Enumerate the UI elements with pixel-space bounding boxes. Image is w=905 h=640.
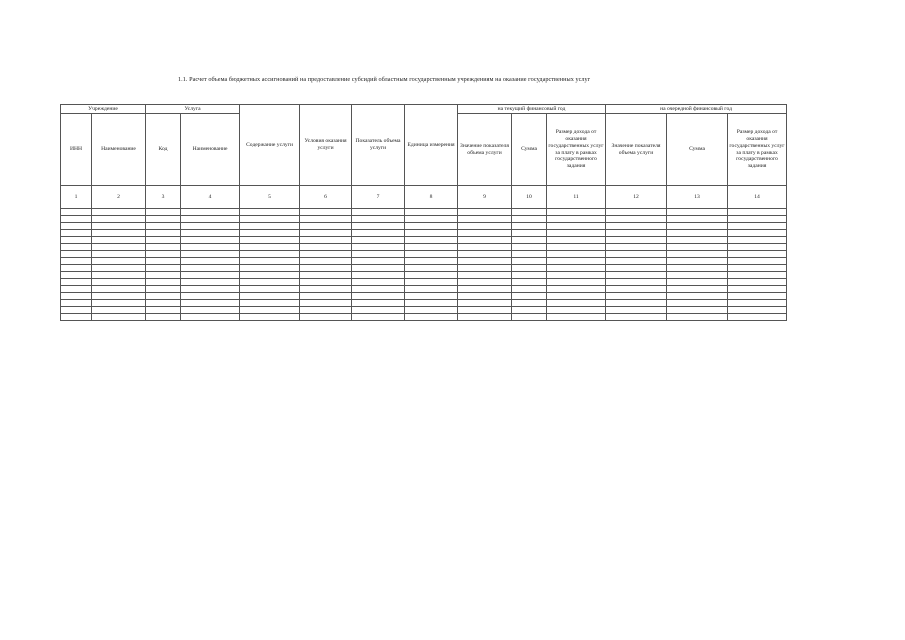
table-cell	[547, 209, 606, 216]
table-cell	[512, 258, 547, 265]
table-cell	[92, 244, 146, 251]
table-cell	[300, 272, 352, 279]
header-cur-value: Значение показателя объема услуги	[458, 114, 512, 186]
table-cell	[606, 230, 667, 237]
table-cell	[606, 244, 667, 251]
table-cell	[181, 265, 240, 272]
header-indicator: Показатель объема услуги	[352, 105, 405, 186]
table-cell	[352, 279, 405, 286]
table-cell	[146, 300, 181, 307]
table-row	[61, 314, 787, 321]
table-cell	[92, 286, 146, 293]
table-cell	[61, 265, 92, 272]
table-cell	[458, 272, 512, 279]
table-cell	[300, 209, 352, 216]
table-cell	[728, 251, 787, 258]
table-cell	[240, 307, 300, 314]
table-cell	[146, 251, 181, 258]
table-cell	[405, 293, 458, 300]
table-cell	[352, 216, 405, 223]
table-cell	[240, 258, 300, 265]
header-current-year: на текущий финансовый год	[458, 105, 606, 114]
table-cell	[606, 314, 667, 321]
header-institution-name: Наименование	[92, 114, 146, 186]
table-cell	[547, 286, 606, 293]
table-cell	[728, 286, 787, 293]
table-cell	[240, 272, 300, 279]
table-cell	[458, 307, 512, 314]
table-cell	[181, 237, 240, 244]
table-cell	[240, 314, 300, 321]
column-number: 11	[547, 186, 606, 209]
table-cell	[92, 251, 146, 258]
table-cell	[458, 230, 512, 237]
table-cell	[728, 272, 787, 279]
table-cell	[512, 307, 547, 314]
table-cell	[547, 272, 606, 279]
table-cell	[61, 223, 92, 230]
table-cell	[181, 251, 240, 258]
column-number: 13	[667, 186, 728, 209]
table-cell	[547, 230, 606, 237]
table-cell	[458, 293, 512, 300]
table-cell	[240, 279, 300, 286]
header-next-year: на очередной финансовый год	[606, 105, 787, 114]
table-cell	[728, 216, 787, 223]
table-cell	[61, 272, 92, 279]
table-cell	[606, 251, 667, 258]
column-number: 12	[606, 186, 667, 209]
table-cell	[512, 230, 547, 237]
table-cell	[405, 223, 458, 230]
table-cell	[512, 279, 547, 286]
header-conditions: Условия оказания услуги	[300, 105, 352, 186]
table-cell	[667, 216, 728, 223]
column-number: 3	[146, 186, 181, 209]
table-cell	[667, 265, 728, 272]
table-cell	[667, 314, 728, 321]
table-cell	[146, 237, 181, 244]
table-cell	[352, 272, 405, 279]
table-cell	[61, 230, 92, 237]
table-row	[61, 300, 787, 307]
table-cell	[606, 209, 667, 216]
column-number: 9	[458, 186, 512, 209]
table-cell	[458, 265, 512, 272]
table-cell	[146, 307, 181, 314]
table-cell	[458, 314, 512, 321]
table-cell	[181, 223, 240, 230]
table-cell	[547, 258, 606, 265]
table-cell	[181, 300, 240, 307]
table-cell	[728, 279, 787, 286]
table-cell	[405, 279, 458, 286]
table-cell	[181, 216, 240, 223]
table-cell	[300, 258, 352, 265]
table-cell	[458, 237, 512, 244]
table-cell	[547, 251, 606, 258]
table-cell	[547, 237, 606, 244]
table-cell	[606, 272, 667, 279]
header-service: Услуга	[146, 105, 240, 114]
table-cell	[352, 237, 405, 244]
table-cell	[405, 251, 458, 258]
table-cell	[240, 244, 300, 251]
table-cell	[512, 272, 547, 279]
header-code: Код	[146, 114, 181, 186]
table-cell	[92, 314, 146, 321]
table-cell	[352, 230, 405, 237]
table-cell	[61, 209, 92, 216]
table-cell	[92, 307, 146, 314]
table-cell	[728, 237, 787, 244]
table-cell	[300, 314, 352, 321]
table-cell	[667, 286, 728, 293]
table-row	[61, 209, 787, 216]
table-cell	[512, 265, 547, 272]
table-cell	[667, 279, 728, 286]
table-cell	[92, 272, 146, 279]
table-cell	[667, 237, 728, 244]
table-cell	[181, 314, 240, 321]
table-cell	[352, 286, 405, 293]
header-cur-income: Размер дохода от оказания государственных услуг за плату в рамках государственного задания	[547, 114, 606, 186]
table-cell	[458, 251, 512, 258]
table-cell	[61, 237, 92, 244]
table-cell	[300, 293, 352, 300]
table-cell	[61, 258, 92, 265]
table-cell	[667, 251, 728, 258]
table-cell	[146, 314, 181, 321]
table-cell	[300, 307, 352, 314]
table-row	[61, 216, 787, 223]
table-cell	[728, 244, 787, 251]
table-cell	[300, 286, 352, 293]
table-cell	[300, 244, 352, 251]
table-row	[61, 230, 787, 237]
table-cell	[405, 230, 458, 237]
table-cell	[667, 230, 728, 237]
table-cell	[512, 223, 547, 230]
table-cell	[240, 293, 300, 300]
table-cell	[667, 209, 728, 216]
table-cell	[547, 300, 606, 307]
table-cell	[146, 223, 181, 230]
table-cell	[405, 244, 458, 251]
table-cell	[181, 244, 240, 251]
table-cell	[728, 265, 787, 272]
table-cell	[92, 300, 146, 307]
table-row	[61, 272, 787, 279]
table-cell	[352, 293, 405, 300]
table-row	[61, 237, 787, 244]
table-cell	[240, 251, 300, 258]
table-cell	[606, 293, 667, 300]
table-cell	[606, 279, 667, 286]
table-row	[61, 223, 787, 230]
table-cell	[728, 293, 787, 300]
table-cell	[512, 209, 547, 216]
table-cell	[92, 237, 146, 244]
table-cell	[181, 307, 240, 314]
table-cell	[606, 300, 667, 307]
table-cell	[405, 265, 458, 272]
column-number: 14	[728, 186, 787, 209]
table-cell	[352, 209, 405, 216]
table-cell	[728, 307, 787, 314]
table-cell	[92, 209, 146, 216]
header-inn: ИНН	[61, 114, 92, 186]
table-cell	[92, 265, 146, 272]
table-cell	[458, 216, 512, 223]
table-cell	[405, 307, 458, 314]
table-cell	[547, 223, 606, 230]
table-cell	[547, 307, 606, 314]
table-cell	[181, 279, 240, 286]
table-cell	[667, 223, 728, 230]
header-next-income: Размер дохода от оказания государственных услуг за плату в рамках государственного задания	[728, 114, 787, 186]
table-cell	[240, 300, 300, 307]
table-cell	[547, 279, 606, 286]
table-row	[61, 251, 787, 258]
table-cell	[728, 258, 787, 265]
table-cell	[92, 258, 146, 265]
table-cell	[61, 300, 92, 307]
table-cell	[458, 300, 512, 307]
table-cell	[352, 258, 405, 265]
table-cell	[606, 265, 667, 272]
table-cell	[240, 223, 300, 230]
table-cell	[240, 237, 300, 244]
table-cell	[240, 216, 300, 223]
table-cell	[458, 279, 512, 286]
table-cell	[728, 209, 787, 216]
table-cell	[61, 244, 92, 251]
table-cell	[352, 265, 405, 272]
table-cell	[146, 230, 181, 237]
table-cell	[547, 216, 606, 223]
table-cell	[667, 293, 728, 300]
table-cell	[512, 244, 547, 251]
column-number-row	[61, 186, 787, 209]
table-cell	[728, 223, 787, 230]
table-cell	[667, 307, 728, 314]
table-cell	[512, 286, 547, 293]
table-cell	[405, 209, 458, 216]
table-cell	[61, 279, 92, 286]
column-number: 1	[61, 186, 92, 209]
table-cell	[61, 307, 92, 314]
table-cell	[61, 293, 92, 300]
table-cell	[181, 209, 240, 216]
table-cell	[405, 258, 458, 265]
table-cell	[512, 293, 547, 300]
table-title: 1.1. Расчет объема бюджетных ассигнований на предоставление субсидий областным государственным учреждениям на оказание государственных услуг	[178, 76, 591, 83]
table-row	[61, 307, 787, 314]
table-cell	[300, 216, 352, 223]
table-cell	[61, 286, 92, 293]
table-cell	[146, 244, 181, 251]
table-cell	[240, 265, 300, 272]
table-cell	[405, 300, 458, 307]
table-cell	[352, 223, 405, 230]
table-cell	[61, 216, 92, 223]
table-cell	[352, 300, 405, 307]
table-cell	[352, 307, 405, 314]
table-cell	[667, 272, 728, 279]
table-cell	[606, 258, 667, 265]
table-cell	[300, 251, 352, 258]
column-number: 7	[352, 186, 405, 209]
column-number: 2	[92, 186, 146, 209]
table-cell	[405, 272, 458, 279]
header-next-sum: Сумма	[667, 114, 728, 186]
table-cell	[405, 286, 458, 293]
table-cell	[728, 230, 787, 237]
table-cell	[405, 314, 458, 321]
header-unit: Единица измерения	[405, 105, 458, 186]
header-cur-sum: Сумма	[512, 114, 547, 186]
column-number: 8	[405, 186, 458, 209]
table-cell	[667, 244, 728, 251]
table-cell	[512, 314, 547, 321]
table-cell	[606, 286, 667, 293]
table-cell	[300, 237, 352, 244]
header-institution: Учреждение	[61, 105, 146, 114]
table-cell	[92, 279, 146, 286]
header-next-value: Значение показателя объема услуги	[606, 114, 667, 186]
table-cell	[458, 223, 512, 230]
table-cell	[728, 314, 787, 321]
table-cell	[146, 272, 181, 279]
table-cell	[181, 272, 240, 279]
table-cell	[240, 209, 300, 216]
table-cell	[728, 300, 787, 307]
table-cell	[458, 209, 512, 216]
table-cell	[606, 216, 667, 223]
table-cell	[512, 300, 547, 307]
table-cell	[606, 307, 667, 314]
table-cell	[146, 216, 181, 223]
column-number: 5	[240, 186, 300, 209]
table-cell	[92, 223, 146, 230]
table-cell	[300, 279, 352, 286]
table-cell	[667, 258, 728, 265]
table-cell	[181, 258, 240, 265]
table-cell	[352, 244, 405, 251]
table-row	[61, 244, 787, 251]
table-cell	[352, 314, 405, 321]
table-cell	[547, 314, 606, 321]
table-row	[61, 265, 787, 272]
table-cell	[146, 209, 181, 216]
table-cell	[146, 258, 181, 265]
table-cell	[92, 216, 146, 223]
table-row	[61, 258, 787, 265]
header-content: Содержание услуги	[240, 105, 300, 186]
table-cell	[181, 286, 240, 293]
table-cell	[92, 293, 146, 300]
table-cell	[300, 265, 352, 272]
table-cell	[458, 244, 512, 251]
table-cell	[458, 258, 512, 265]
table-cell	[300, 223, 352, 230]
table-cell	[181, 293, 240, 300]
table-cell	[667, 300, 728, 307]
table-cell	[240, 286, 300, 293]
table-cell	[606, 237, 667, 244]
table-cell	[146, 265, 181, 272]
table-cell	[547, 244, 606, 251]
table-cell	[146, 286, 181, 293]
table-cell	[458, 286, 512, 293]
table-row	[61, 293, 787, 300]
table-cell	[61, 251, 92, 258]
table-cell	[300, 230, 352, 237]
table-cell	[547, 265, 606, 272]
table-row	[61, 279, 787, 286]
table-cell	[300, 300, 352, 307]
column-number: 4	[181, 186, 240, 209]
table-cell	[606, 223, 667, 230]
table-cell	[92, 230, 146, 237]
table-cell	[405, 216, 458, 223]
table-cell	[352, 251, 405, 258]
table-cell	[405, 237, 458, 244]
table-cell	[512, 216, 547, 223]
table-cell	[512, 251, 547, 258]
table-cell	[146, 279, 181, 286]
table-cell	[61, 314, 92, 321]
column-number: 10	[512, 186, 547, 209]
table-cell	[181, 230, 240, 237]
table-cell	[512, 237, 547, 244]
column-number: 6	[300, 186, 352, 209]
table-cell	[547, 293, 606, 300]
table-cell	[240, 230, 300, 237]
table-cell	[146, 293, 181, 300]
table-row	[61, 286, 787, 293]
budget-calculation-table	[60, 104, 787, 321]
header-service-name: Наименование	[181, 114, 240, 186]
